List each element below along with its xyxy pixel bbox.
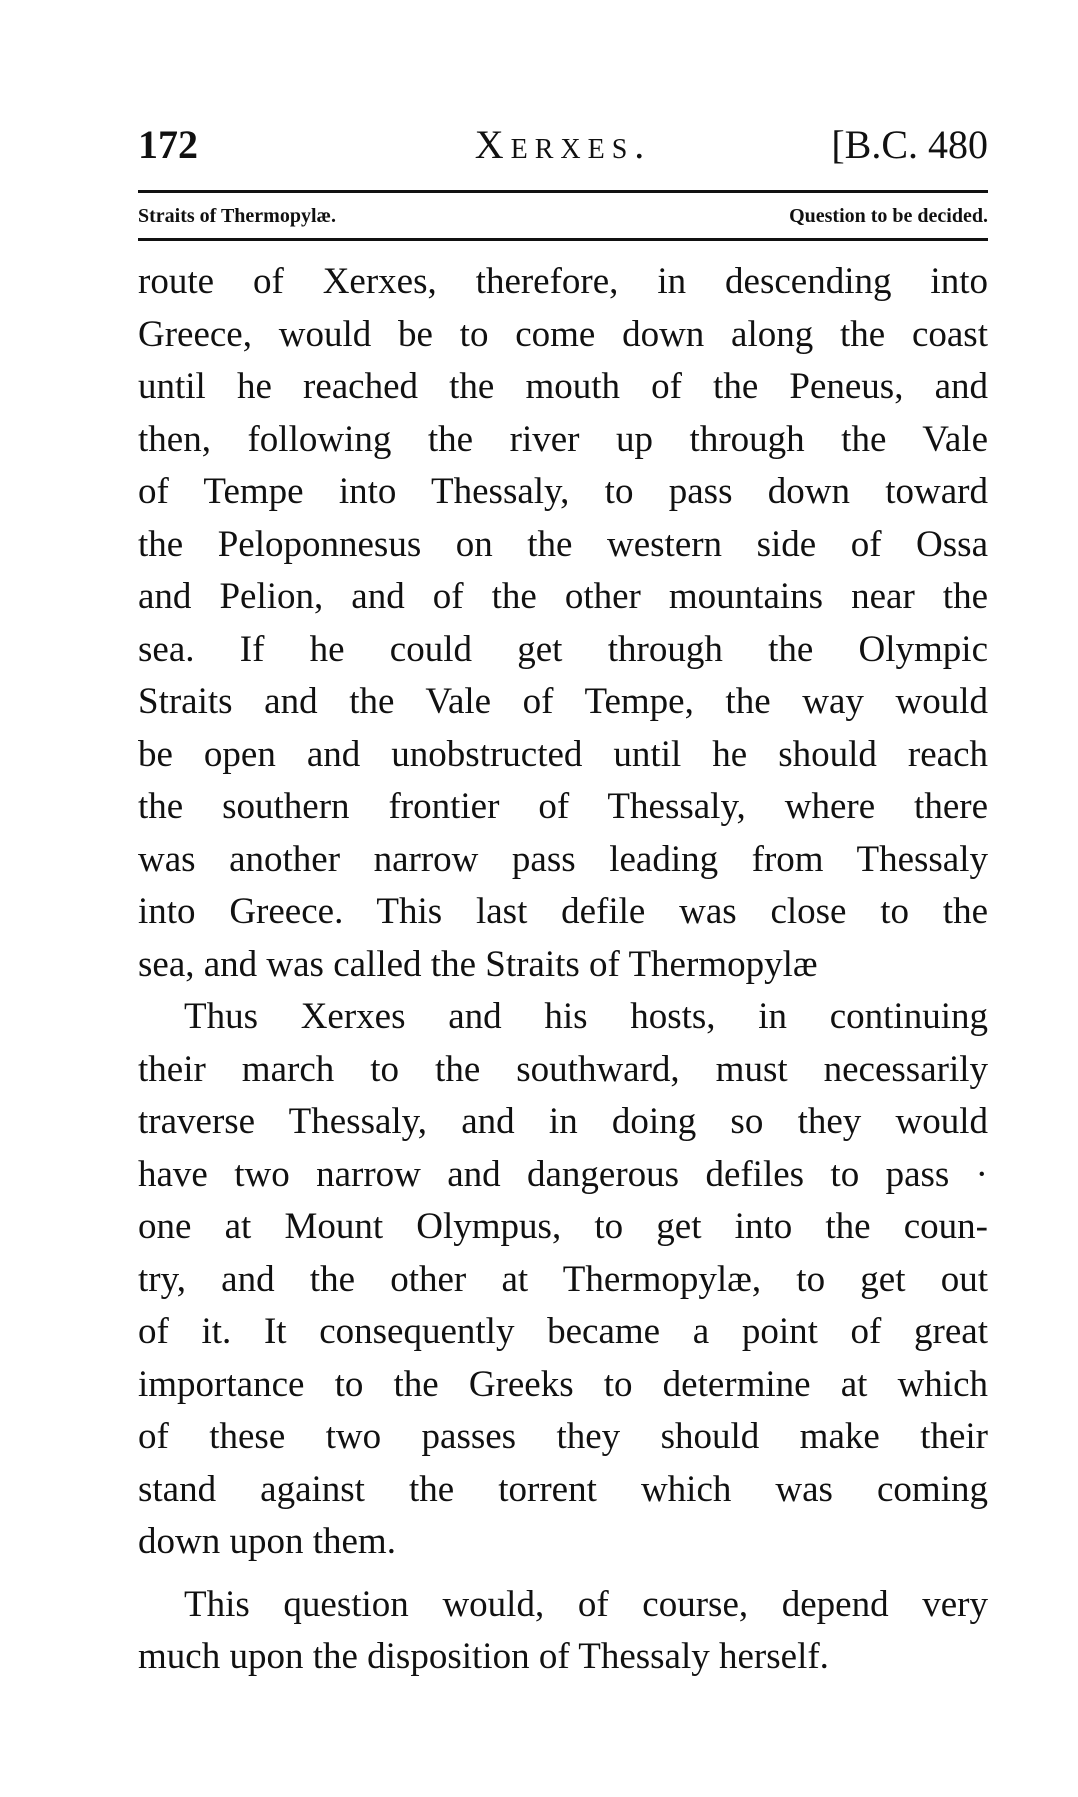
text-line: importance to the Greeks to determine at which: [138, 1363, 988, 1405]
body-text: [138, 256, 988, 1684]
text-line: be open and unobstructed until he should reach: [138, 733, 988, 775]
text-line: one at Mount Olympus, to get into the coun-: [138, 1206, 988, 1247]
text-line: the Peloponnesus on the western side of Ossa: [138, 523, 988, 565]
page-number: 172: [138, 122, 198, 167]
text-line: This question would, of course, depend very: [184, 1583, 988, 1625]
text-line: traverse Thessaly, and in doing so they would: [138, 1101, 988, 1142]
text-line: of Tempe into Thessaly, to pass down toward: [138, 471, 988, 512]
text-line: their march to the southward, must necessarily: [138, 1048, 988, 1090]
text-line: of it. It consequently became a point of great: [138, 1311, 988, 1352]
text-line: of these two passes they should make their: [138, 1416, 988, 1457]
sidenote-right: Question to be decided.: [789, 205, 988, 227]
sidenote-bar: [138, 200, 988, 232]
date-reference: [B.C. 480: [831, 122, 988, 167]
text-line: down upon them.: [138, 1521, 396, 1562]
header-rule-bottom: [138, 238, 988, 241]
text-line: Straits and the Vale of Tempe, the way would: [138, 681, 988, 722]
text-line: and Pelion, and of the other mountains near the: [138, 576, 988, 617]
text-line: Thus Xerxes and his hosts, in continuing: [184, 996, 988, 1037]
text-line: into Greece. This last defile was close to the: [138, 891, 988, 932]
text-line: was another narrow pass leading from Thessaly: [138, 838, 988, 880]
text-line: the southern frontier of Thessaly, where there: [138, 786, 988, 827]
paragraph: [138, 991, 988, 1569]
header-rule-top: [138, 190, 988, 193]
text-line: try, and the other at Thermopylæ, to get out: [138, 1258, 988, 1300]
text-line: sea, and was called the Straits of Thermopylæ: [138, 943, 818, 985]
paragraph: [138, 1579, 988, 1684]
running-title: Xerxes.: [474, 122, 652, 167]
text-line: much upon the disposition of Thessaly herself.: [138, 1636, 829, 1677]
text-line: until he reached the mouth of the Peneus, and: [138, 366, 988, 407]
paragraph-gap: [138, 1569, 988, 1579]
text-line: stand against the torrent which was coming: [138, 1468, 988, 1510]
text-line: then, following the river up through the Vale: [138, 418, 988, 460]
sidenote-left: Straits of Thermopylæ.: [138, 205, 336, 227]
text-line: route of Xerxes, therefore, in descending into: [138, 261, 988, 302]
text-line: have two narrow and dangerous defiles to pass ·: [138, 1153, 988, 1195]
text-line: Greece, would be to come down along the coast: [138, 313, 988, 355]
running-header: [138, 118, 988, 172]
text-line: sea. If he could get through the Olympic: [138, 628, 988, 670]
paragraph: [138, 256, 988, 991]
